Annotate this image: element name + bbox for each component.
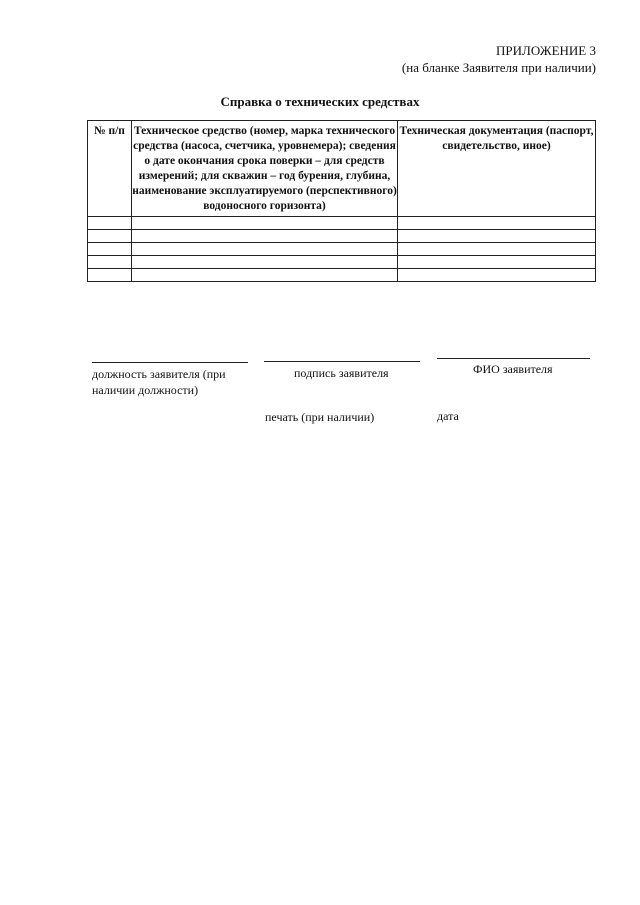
- technical-means-table: [87, 120, 596, 282]
- table-cell[interactable]: [88, 217, 132, 230]
- table-row: [88, 243, 596, 256]
- document-title: Справка о технических средствах: [220, 94, 420, 109]
- name-signature-line[interactable]: [437, 358, 590, 359]
- column-header-number: № п/п: [88, 121, 132, 217]
- table-cell[interactable]: [398, 256, 596, 269]
- letterhead-note: (на бланке Заявителя при наличии): [401, 60, 596, 75]
- appendix-label: ПРИЛОЖЕНИЕ 3: [496, 43, 596, 58]
- column-header-documentation: Техническая документация (паспорт, свидетельство, иное): [398, 121, 596, 217]
- column-header-technical-means: Техническое средство (номер, марка технического средства (насоса, счетчика, уровнемера); сведения о дате окончания срока поверки – для средств измерений; для скважин – год бурения, глубина, наименование эксплуатируемого (перспективного) водоносного горизонта): [132, 121, 398, 217]
- date-label: дата: [437, 409, 459, 423]
- table-cell[interactable]: [132, 269, 398, 282]
- table-row: [88, 217, 596, 230]
- table-row: [88, 230, 596, 243]
- table-cell[interactable]: [132, 243, 398, 256]
- table-cell[interactable]: [398, 217, 596, 230]
- table-cell[interactable]: [88, 243, 132, 256]
- position-label: должность заявителя (при наличии должности): [92, 367, 226, 397]
- table-cell[interactable]: [398, 243, 596, 256]
- table-row: [88, 269, 596, 282]
- table-cell[interactable]: [398, 269, 596, 282]
- table-cell[interactable]: [88, 256, 132, 269]
- table-cell[interactable]: [88, 230, 132, 243]
- table-cell[interactable]: [132, 230, 398, 243]
- table-row: [88, 256, 596, 269]
- table-cell[interactable]: [398, 230, 596, 243]
- table-cell[interactable]: [88, 269, 132, 282]
- table-cell[interactable]: [132, 256, 398, 269]
- position-signature-line[interactable]: [92, 362, 248, 363]
- signature-line[interactable]: [264, 361, 420, 362]
- table-cell[interactable]: [132, 217, 398, 230]
- signature-label: подпись заявителя: [294, 366, 389, 380]
- full-name-label: ФИО заявителя: [473, 362, 553, 376]
- table-header-row: [88, 121, 596, 217]
- stamp-label: печать (при наличии): [265, 410, 375, 424]
